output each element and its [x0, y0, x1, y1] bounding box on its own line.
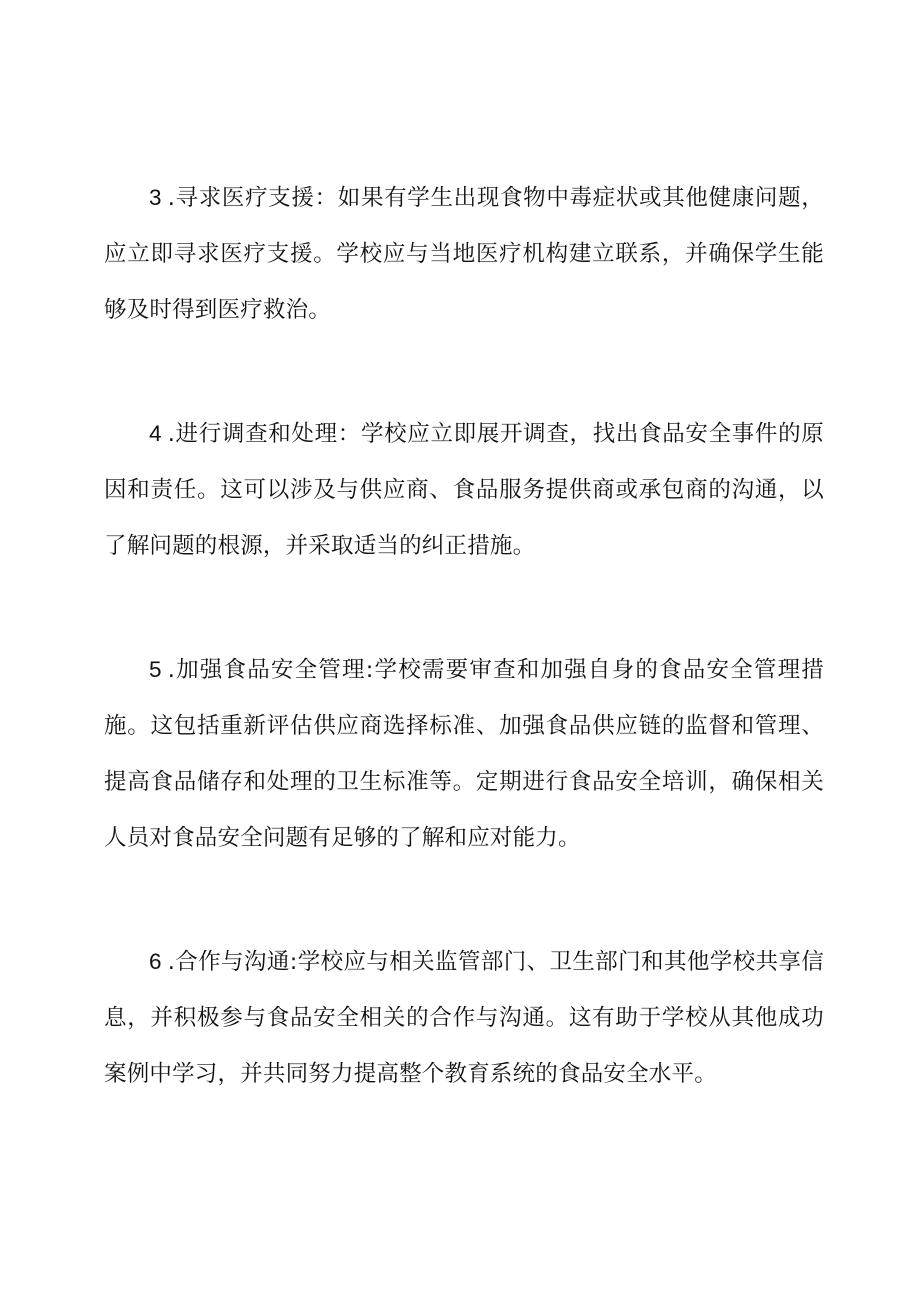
paragraph-number: 4 — [149, 421, 162, 446]
paragraph-number: 5 — [149, 657, 162, 682]
paragraph-medical-support — [104, 170, 824, 338]
paragraph-text: .进行调查和处理：学校应立即展开调查，找出食品安全事件的原因和责任。这可以涉及与供应商、食品服务提供商或承包商的沟通，以了解问题的根源，并采取适当的纠正措施。 — [104, 421, 824, 559]
paragraph-cooperation — [104, 934, 824, 1102]
paragraph-text: .寻求医疗支援：如果有学生出现食物中毒症状或其他健康问题，应立即寻求医疗支援。学校应与当地医疗机构建立联系，并确保学生能够及时得到医疗救治。 — [104, 185, 824, 323]
paragraph-text: .加强食品安全管理:学校需要审查和加强自身的食品安全管理措施。这包括重新评估供应商选择标准、加强食品供应链的监督和管理、提高食品储存和处理的卫生标准等。定期进行食品安全培训，确保相关人员对食品安全问题有足够的了解和应对能力。 — [104, 657, 824, 851]
paragraph-investigation — [104, 406, 824, 574]
paragraph-safety-management — [104, 642, 824, 866]
document-body — [104, 170, 824, 1170]
paragraph-number: 3 — [149, 185, 162, 210]
paragraph-number: 6 — [149, 949, 162, 974]
paragraph-text: .合作与沟通:学校应与相关监管部门、卫生部门和其他学校共享信息，并积极参与食品安全相关的合作与沟通。这有助于学校从其他成功案例中学习，并共同努力提高整个教育系统的食品安全水平。 — [104, 949, 824, 1087]
